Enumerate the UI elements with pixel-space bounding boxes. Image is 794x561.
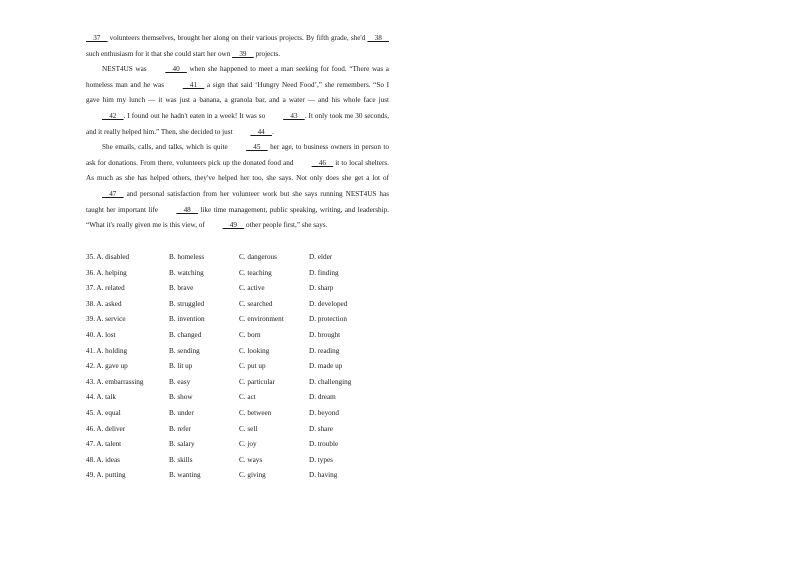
blank-number: 49 <box>222 221 245 230</box>
passage-text: when she happened to meet a man seeking for food. “There was a homeless man and he was <box>86 65 390 89</box>
option-d: D. made up <box>309 362 343 371</box>
blank-number: 48 <box>176 205 198 214</box>
option-d: D. brought <box>309 330 341 339</box>
option-a: 40. A. lost <box>86 330 116 339</box>
option-c: C. born <box>239 330 261 339</box>
option-c: C. put up <box>239 362 266 371</box>
passage-text: her age, to business owners in person to ask for donations. From there, volunteers pick up the donated food and <box>86 143 389 167</box>
blank-number: 42 <box>102 111 124 120</box>
option-d: D. types <box>309 455 333 464</box>
option-c: C. searched <box>239 299 273 308</box>
option-b: B. salary <box>169 440 195 449</box>
blank-number: 40 <box>165 65 187 74</box>
option-a: 42. A. gave up <box>86 362 128 371</box>
option-d: D. share <box>309 424 333 433</box>
passage-text: and personal satisfaction from her volunteer work but she says running NEST4US has taught her important life <box>86 189 389 214</box>
option-row <box>86 250 389 266</box>
passage-paragraph <box>86 31 389 62</box>
blank-number: 45 <box>246 143 268 152</box>
option-d: D. beyond <box>309 408 339 417</box>
option-row <box>86 437 389 453</box>
option-d: D. having <box>309 471 338 480</box>
passage-text: She emails, calls, and talks, which is quite <box>102 143 231 152</box>
option-d: D. elder <box>309 253 333 261</box>
passage-text: such enthusiasm for it that she could start her own <box>86 49 233 58</box>
blank-number: 37 <box>86 34 108 42</box>
option-c: C. environment <box>239 315 284 324</box>
option-a: 45. A. equal <box>86 408 121 417</box>
option-b: B. under <box>169 408 194 417</box>
option-b: B. invention <box>169 315 205 324</box>
option-d: D. finding <box>309 268 339 277</box>
option-b: B. skills <box>169 455 193 464</box>
option-c: C. between <box>239 408 272 417</box>
blank-number: 41 <box>182 80 205 89</box>
option-c: C. teaching <box>239 268 272 277</box>
option-a: 38. A. asked <box>86 299 122 308</box>
option-d: D. protection <box>309 315 347 324</box>
option-a: 43. A. embarrassing <box>86 377 144 386</box>
passage-paragraph <box>86 62 389 140</box>
blank-number: 46 <box>311 158 334 167</box>
option-row <box>86 453 389 469</box>
option-d: D. sharp <box>309 284 334 293</box>
option-row <box>86 328 389 344</box>
option-a: 46. A. deliver <box>86 424 126 433</box>
option-b: B. easy <box>169 377 191 386</box>
blank-number: 38 <box>367 34 389 42</box>
option-b: B. lit up <box>169 362 193 371</box>
passage-text: . I found out he hadn't eaten in a week! It was so <box>123 111 268 120</box>
option-c: C. particular <box>239 377 275 386</box>
blank-number: 47 <box>102 189 124 198</box>
option-row <box>86 312 389 328</box>
blank-number: 43 <box>283 111 305 120</box>
option-b: B. refer <box>169 424 191 433</box>
option-b: B. show <box>169 393 193 402</box>
option-a: 41. A. holding <box>86 346 128 355</box>
option-row <box>86 297 389 313</box>
passage-text: volunteers themselves, brought her along on their various projects. By fifth grade, she'd <box>107 34 368 42</box>
option-b: B. changed <box>169 330 202 339</box>
option-b: B. wanting <box>169 471 201 480</box>
option-a: 39. A. service <box>86 315 126 324</box>
passage-text: like time management, public speaking, writing, and leadership. “What it's really given me is this view, of <box>86 205 389 230</box>
option-d: D. trouble <box>309 440 339 449</box>
passage-text: projects. <box>253 49 281 58</box>
option-c: C. act <box>239 393 256 402</box>
option-row <box>86 422 389 438</box>
option-row <box>86 468 389 484</box>
option-row <box>86 406 389 422</box>
option-a: 35. A. disabled <box>86 253 130 261</box>
option-c: C. active <box>239 284 265 293</box>
passage-text: . <box>271 127 274 136</box>
passage-text: it to local shelters. As much as she has helped others, they've helped her too, she says. Not only does she get a lot of <box>86 158 389 183</box>
passage-paragraph <box>86 140 389 234</box>
passage-text: . It only took me 30 seconds, and it really helped him.” Then, she decided to just <box>86 111 389 136</box>
answer-options <box>86 250 389 484</box>
option-c: C. ways <box>239 455 263 464</box>
option-d: D. developed <box>309 299 348 308</box>
option-b: B. watching <box>169 268 204 277</box>
option-d: D. dream <box>309 393 336 402</box>
option-b: B. sending <box>169 346 200 355</box>
option-a: 44. A. talk <box>86 393 116 402</box>
option-row <box>86 344 389 360</box>
option-row <box>86 266 389 282</box>
option-row <box>86 359 389 375</box>
option-a: 47. A. talent <box>86 440 122 449</box>
option-c: C. sell <box>239 424 258 433</box>
passage-text: a sign that said ‘Hungry Need Food’,” she remembers. “So I gave him my lunch — it was just a banana, a granola bar, and a water — and his whole face just <box>86 80 390 105</box>
option-a: 37. A. related <box>86 284 125 293</box>
option-c: C. joy <box>239 440 257 449</box>
option-a: 49. A. putting <box>86 471 126 480</box>
option-c: C. dangerous <box>239 253 277 261</box>
passage-text: NEST4US was <box>102 65 150 74</box>
option-a: 48. A. ideas <box>86 455 120 464</box>
blank-number: 44 <box>250 127 272 136</box>
option-c: C. giving <box>239 471 266 480</box>
cloze-passage <box>86 31 389 234</box>
option-a: 36. A. helping <box>86 268 127 277</box>
option-b: B. struggled <box>169 299 205 308</box>
option-row <box>86 375 389 391</box>
option-row <box>86 281 389 297</box>
option-d: D. challenging <box>309 377 352 386</box>
option-b: B. homeless <box>169 253 205 261</box>
blank-number: 39 <box>232 49 254 58</box>
option-d: D. reading <box>309 346 340 355</box>
option-row <box>86 390 389 406</box>
option-c: C. looking <box>239 346 270 355</box>
passage-text: other people first,” she says. <box>244 221 328 230</box>
option-b: B. brave <box>169 284 194 293</box>
